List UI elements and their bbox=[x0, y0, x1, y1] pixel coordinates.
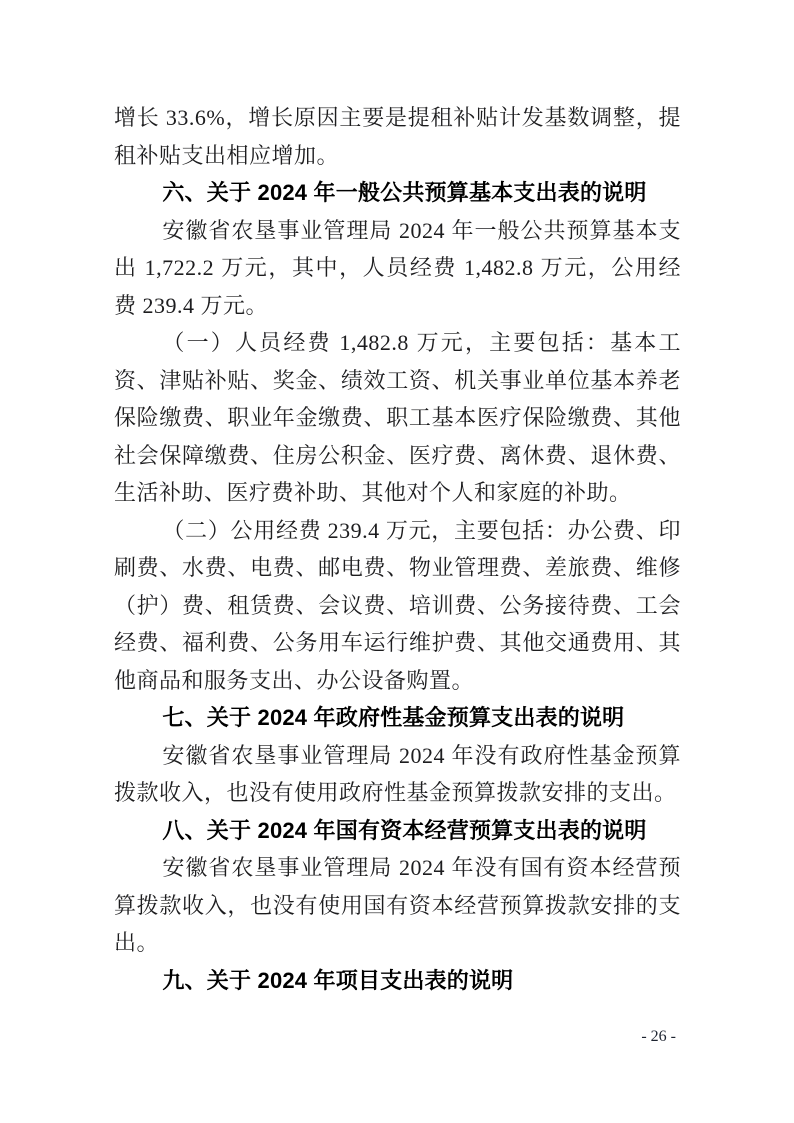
paragraph-basic-expenditure-total: 安徽省农垦事业管理局 2024 年一般公共预算基本支出 1,722.2 万元，其中，人员经费 1,482.8 万元，公用经费 239.4 万元。 bbox=[114, 217, 681, 318]
paragraph-public-expenses: （二）公用经费 239.4 万元，主要包括：办公费、印刷费、水费、电费、邮电费、物业管理费、差旅费、维修（护）费、租赁费、会议费、培训费、公务接待费、工会经费、福利费、公务用车运行维护费、其他交通费用、其他商品和服务支出、办公设备购置。 bbox=[114, 517, 681, 693]
paragraph-state-capital-budget: 安徽省农垦事业管理局 2024 年没有国有资本经营预算拨款收入，也没有使用国有资本经营预算拨款安排的支出。 bbox=[114, 855, 681, 955]
paragraph-growth-explanation: 增长 33.6%，增长原因主要是提租补贴计发基数调整，提租补贴支出相应增加。 bbox=[114, 105, 681, 168]
document-body bbox=[114, 99, 681, 999]
paragraph-personnel-expenses: （一）人员经费 1,482.8 万元，主要包括：基本工资、津贴补贴、奖金、绩效工资、机关事业单位基本养老保险缴费、职业年金缴费、职工基本医疗保险缴费、其他社会保障缴费、住房公积金、医疗费、离休费、退休费、生活补助、医疗费补助、其他对个人和家庭的补助。 bbox=[114, 330, 681, 505]
heading-section-9-project-expenditure: 九、关于 2024 年项目支出表的说明 bbox=[162, 967, 514, 993]
heading-section-8-state-capital-budget: 八、关于 2024 年国有资本经营预算支出表的说明 bbox=[162, 817, 647, 843]
heading-section-6-basic-expenditure: 六、关于 2024 年一般公共预算基本支出表的说明 bbox=[162, 180, 647, 205]
page-number: - 26 - bbox=[641, 1028, 676, 1045]
heading-section-7-govt-fund-budget: 七、关于 2024 年政府性基金预算支出表的说明 bbox=[162, 705, 625, 730]
paragraph-govt-fund-budget: 安徽省农垦事业管理局 2024 年没有政府性基金预算拨款收入，也没有使用政府性基金预算拨款安排的支出。 bbox=[114, 742, 681, 805]
page-footer bbox=[641, 1027, 676, 1047]
